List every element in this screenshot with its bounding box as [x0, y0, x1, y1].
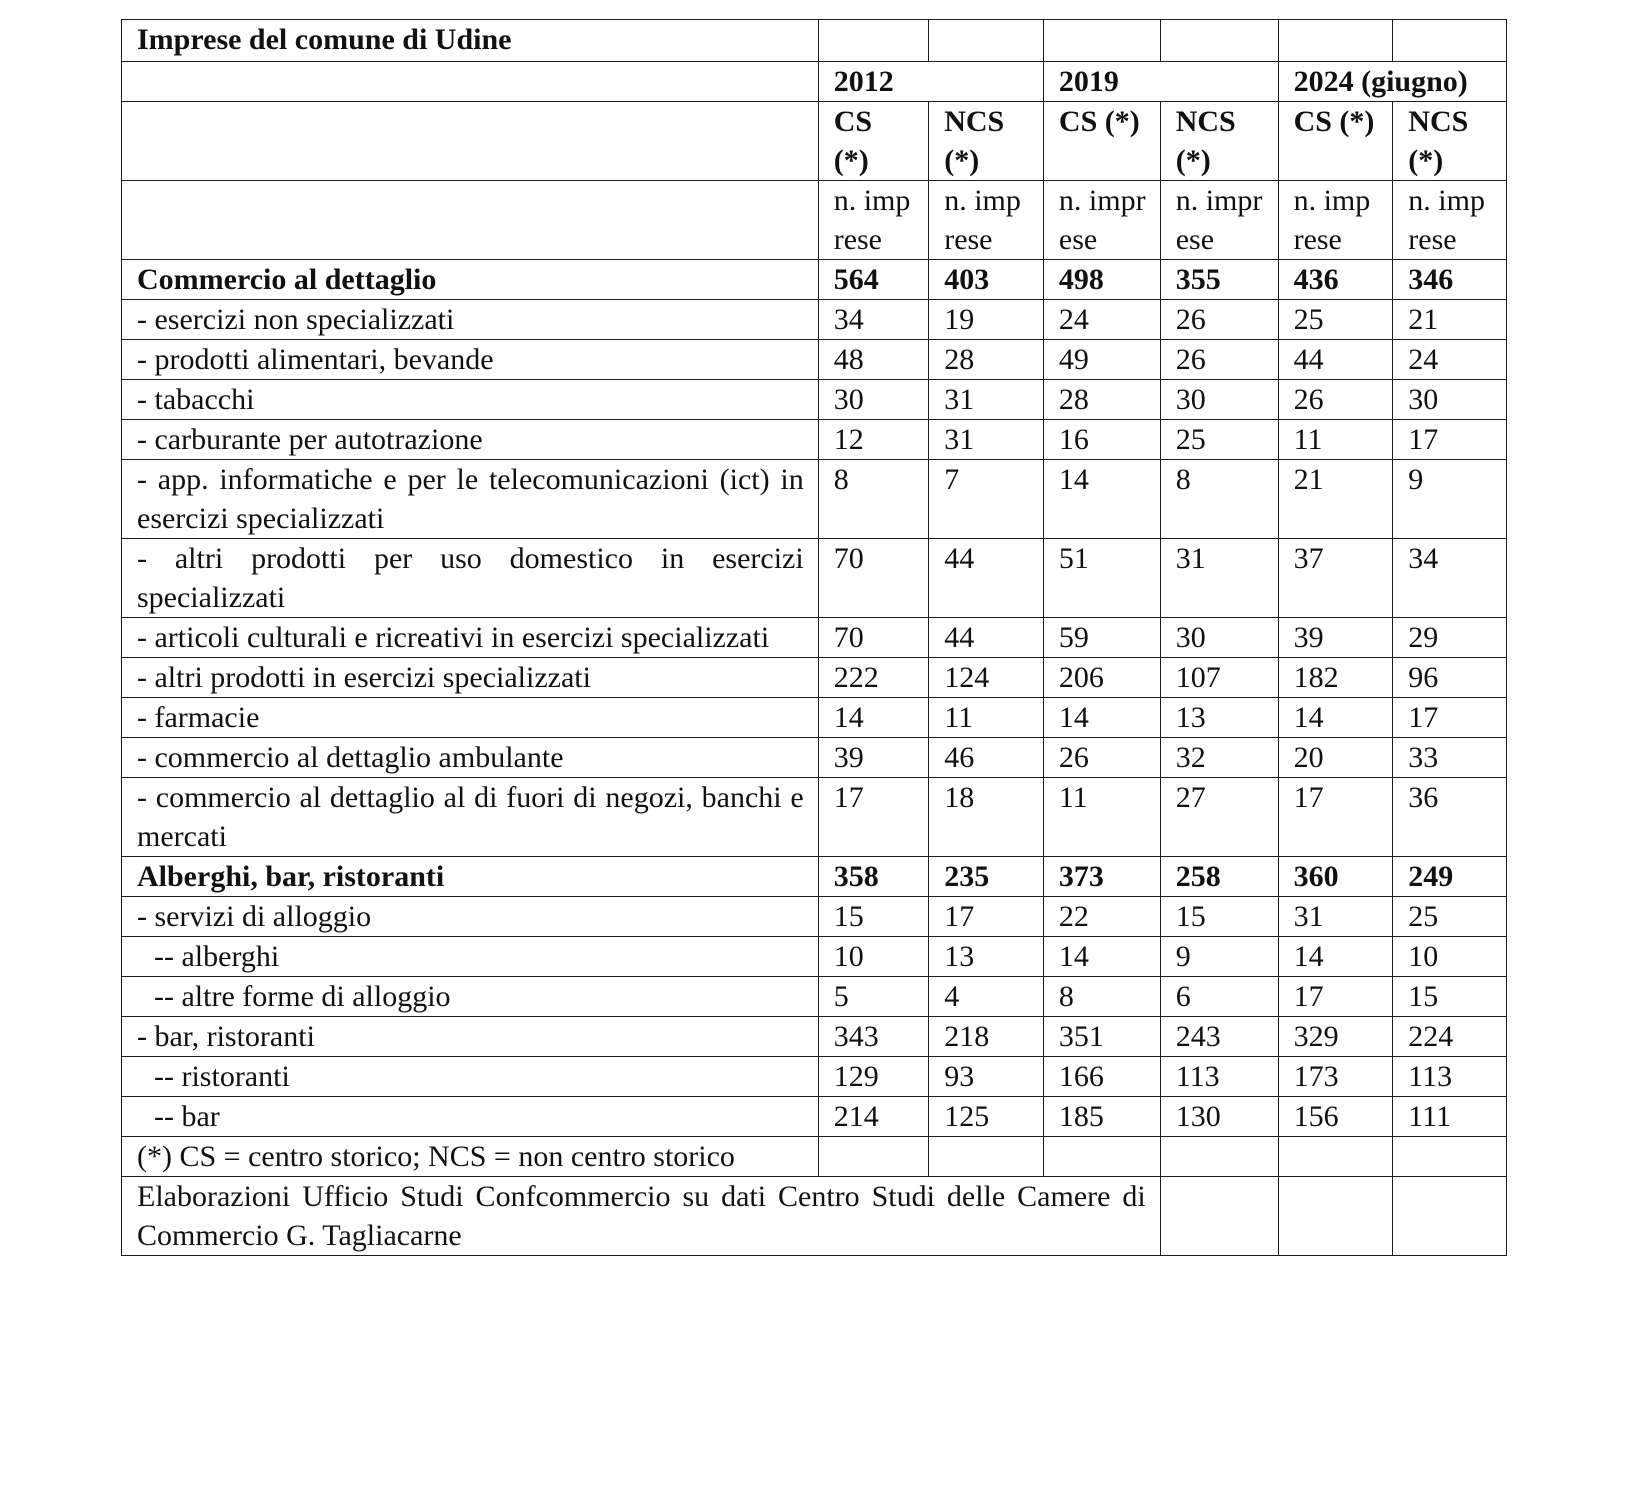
- unit-header: n. imprese: [1278, 181, 1393, 260]
- cell-value: 30: [1393, 380, 1507, 420]
- cell-value: 93: [929, 1057, 1044, 1097]
- unit-header-row: [122, 181, 1507, 260]
- table-row: [122, 1017, 1507, 1057]
- cell-value: 17: [1393, 698, 1507, 738]
- cell-value: 21: [1278, 460, 1393, 539]
- cell-value: 8: [818, 460, 929, 539]
- cell-value: 360: [1278, 857, 1393, 897]
- cell-value: 373: [1043, 857, 1160, 897]
- enterprises-table: [121, 19, 1507, 1256]
- cell-value: 8: [1160, 460, 1278, 539]
- cell-value: 129: [818, 1057, 929, 1097]
- table-row: [122, 857, 1507, 897]
- table-row: [122, 618, 1507, 658]
- cell-value: 37: [1278, 539, 1393, 618]
- table-row: [122, 1097, 1507, 1137]
- cell-value: 17: [818, 778, 929, 857]
- row-label: - servizi di alloggio: [122, 897, 819, 937]
- cell-value: 351: [1043, 1017, 1160, 1057]
- table-row: [122, 420, 1507, 460]
- cell-value: 32: [1160, 738, 1278, 778]
- cell-value: 346: [1393, 260, 1507, 300]
- cell-value: 33: [1393, 738, 1507, 778]
- cell-value: 113: [1393, 1057, 1507, 1097]
- area-header: CS (*): [1278, 102, 1393, 181]
- table-row: [122, 539, 1507, 618]
- cell-value: 11: [1043, 778, 1160, 857]
- unit-header: n. imprese: [1043, 181, 1160, 260]
- cell-value: 48: [818, 340, 929, 380]
- cell-value: 20: [1278, 738, 1393, 778]
- cell-value: 166: [1043, 1057, 1160, 1097]
- row-label: -- bar: [122, 1097, 819, 1137]
- cell-value: 185: [1043, 1097, 1160, 1137]
- cell-value: 31: [1160, 539, 1278, 618]
- year-header: 2012: [818, 62, 1043, 102]
- row-label: - farmacie: [122, 698, 819, 738]
- area-header-row: [122, 102, 1507, 181]
- cell-value: 498: [1043, 260, 1160, 300]
- cell-value: 6: [1160, 977, 1278, 1017]
- cell-value: 249: [1393, 857, 1507, 897]
- area-header: CS (*): [1043, 102, 1160, 181]
- row-label: - altri prodotti in esercizi specializzati: [122, 658, 819, 698]
- cell-value: 15: [818, 897, 929, 937]
- cell-value: 27: [1160, 778, 1278, 857]
- table-row: [122, 1057, 1507, 1097]
- table-note: (*) CS = centro storico; NCS = non centro storico: [122, 1137, 819, 1177]
- cell-value: 16: [1043, 420, 1160, 460]
- cell-value: 30: [818, 380, 929, 420]
- cell-value: 25: [1160, 420, 1278, 460]
- cell-value: 26: [1160, 340, 1278, 380]
- cell-value: 14: [1043, 937, 1160, 977]
- cell-value: 31: [1278, 897, 1393, 937]
- row-label: - tabacchi: [122, 380, 819, 420]
- cell-value: 17: [1393, 420, 1507, 460]
- cell-value: 358: [818, 857, 929, 897]
- note-row: [122, 1137, 1507, 1177]
- unit-header: n. imprese: [1160, 181, 1278, 260]
- row-label: -- alberghi: [122, 937, 819, 977]
- cell-value: 111: [1393, 1097, 1507, 1137]
- cell-value: 13: [929, 937, 1044, 977]
- cell-value: 25: [1393, 897, 1507, 937]
- cell-value: 21: [1393, 300, 1507, 340]
- table-row: [122, 897, 1507, 937]
- cell-value: 11: [929, 698, 1044, 738]
- cell-value: 15: [1393, 977, 1507, 1017]
- cell-value: 19: [929, 300, 1044, 340]
- table-row: [122, 778, 1507, 857]
- title-row: [122, 20, 1507, 62]
- cell-value: 26: [1278, 380, 1393, 420]
- cell-value: 130: [1160, 1097, 1278, 1137]
- year-header: 2024 (giugno): [1278, 62, 1506, 102]
- table-row: [122, 977, 1507, 1017]
- cell-value: 39: [1278, 618, 1393, 658]
- cell-value: 11: [1278, 420, 1393, 460]
- cell-value: 124: [929, 658, 1044, 698]
- cell-value: 14: [1278, 937, 1393, 977]
- cell-value: 12: [818, 420, 929, 460]
- table-row: [122, 937, 1507, 977]
- cell-value: 26: [1043, 738, 1160, 778]
- cell-value: 125: [929, 1097, 1044, 1137]
- cell-value: 14: [818, 698, 929, 738]
- area-header: CS (*): [818, 102, 929, 181]
- cell-value: 29: [1393, 618, 1507, 658]
- row-label: -- ristoranti: [122, 1057, 819, 1097]
- cell-value: 44: [929, 539, 1044, 618]
- cell-value: 258: [1160, 857, 1278, 897]
- table-row: [122, 340, 1507, 380]
- table-row: [122, 380, 1507, 420]
- table-row: [122, 300, 1507, 340]
- row-label: Commercio al dettaglio: [122, 260, 819, 300]
- cell-value: 355: [1160, 260, 1278, 300]
- cell-value: 44: [929, 618, 1044, 658]
- row-label: - carburante per autotrazione: [122, 420, 819, 460]
- row-label: -- altre forme di alloggio: [122, 977, 819, 1017]
- cell-value: 214: [818, 1097, 929, 1137]
- cell-value: 436: [1278, 260, 1393, 300]
- cell-value: 13: [1160, 698, 1278, 738]
- cell-value: 28: [1043, 380, 1160, 420]
- area-header: NCS (*): [1160, 102, 1278, 181]
- table-row: [122, 738, 1507, 778]
- table-row: [122, 260, 1507, 300]
- unit-header: n. imprese: [1393, 181, 1507, 260]
- cell-value: 14: [1043, 698, 1160, 738]
- cell-value: 34: [1393, 539, 1507, 618]
- row-label: - commercio al dettaglio al di fuori di negozi, banchi e mercati: [122, 778, 819, 857]
- cell-value: 9: [1160, 937, 1278, 977]
- cell-value: 17: [929, 897, 1044, 937]
- cell-value: 224: [1393, 1017, 1507, 1057]
- row-label: - app. informatiche e per le telecomunicazioni (ict) in esercizi specializzati: [122, 460, 819, 539]
- cell-value: 14: [1043, 460, 1160, 539]
- cell-value: 10: [1393, 937, 1507, 977]
- cell-value: 17: [1278, 778, 1393, 857]
- cell-value: 218: [929, 1017, 1044, 1057]
- table-source: Elaborazioni Ufficio Studi Confcommercio su dati Centro Studi delle Camere di Commercio G. Tagliacarne: [122, 1177, 1161, 1256]
- cell-value: 24: [1393, 340, 1507, 380]
- area-header: NCS (*): [1393, 102, 1507, 181]
- cell-value: 24: [1043, 300, 1160, 340]
- table-title: Imprese del comune di Udine: [122, 20, 819, 62]
- table-row: [122, 658, 1507, 698]
- cell-value: 243: [1160, 1017, 1278, 1057]
- cell-value: 49: [1043, 340, 1160, 380]
- row-label: Alberghi, bar, ristoranti: [122, 857, 819, 897]
- cell-value: 26: [1160, 300, 1278, 340]
- cell-value: 22: [1043, 897, 1160, 937]
- row-label: - esercizi non specializzati: [122, 300, 819, 340]
- unit-header: n. imprese: [929, 181, 1044, 260]
- cell-value: 30: [1160, 618, 1278, 658]
- table-row: [122, 460, 1507, 539]
- cell-value: 564: [818, 260, 929, 300]
- row-label: - altri prodotti per uso domestico in esercizi specializzati: [122, 539, 819, 618]
- cell-value: 70: [818, 618, 929, 658]
- cell-value: 70: [818, 539, 929, 618]
- cell-value: 235: [929, 857, 1044, 897]
- cell-value: 14: [1278, 698, 1393, 738]
- cell-value: 30: [1160, 380, 1278, 420]
- cell-value: 31: [929, 380, 1044, 420]
- table-row: [122, 698, 1507, 738]
- cell-value: 403: [929, 260, 1044, 300]
- year-header-row: [122, 62, 1507, 102]
- cell-value: 9: [1393, 460, 1507, 539]
- area-header: NCS (*): [929, 102, 1044, 181]
- cell-value: 46: [929, 738, 1044, 778]
- cell-value: 28: [929, 340, 1044, 380]
- unit-header: n. imprese: [818, 181, 929, 260]
- cell-value: 7: [929, 460, 1044, 539]
- cell-value: 18: [929, 778, 1044, 857]
- cell-value: 96: [1393, 658, 1507, 698]
- year-header: 2019: [1043, 62, 1278, 102]
- cell-value: 8: [1043, 977, 1160, 1017]
- cell-value: 44: [1278, 340, 1393, 380]
- cell-value: 107: [1160, 658, 1278, 698]
- source-row: [122, 1177, 1507, 1256]
- cell-value: 17: [1278, 977, 1393, 1017]
- cell-value: 36: [1393, 778, 1507, 857]
- cell-value: 4: [929, 977, 1044, 1017]
- row-label: - articoli culturali e ricreativi in esercizi specializzati: [122, 618, 819, 658]
- cell-value: 51: [1043, 539, 1160, 618]
- row-label: - commercio al dettaglio ambulante: [122, 738, 819, 778]
- cell-value: 39: [818, 738, 929, 778]
- cell-value: 34: [818, 300, 929, 340]
- cell-value: 15: [1160, 897, 1278, 937]
- cell-value: 113: [1160, 1057, 1278, 1097]
- cell-value: 25: [1278, 300, 1393, 340]
- cell-value: 5: [818, 977, 929, 1017]
- cell-value: 329: [1278, 1017, 1393, 1057]
- row-label: - bar, ristoranti: [122, 1017, 819, 1057]
- cell-value: 343: [818, 1017, 929, 1057]
- cell-value: 206: [1043, 658, 1160, 698]
- row-label: - prodotti alimentari, bevande: [122, 340, 819, 380]
- cell-value: 173: [1278, 1057, 1393, 1097]
- cell-value: 10: [818, 937, 929, 977]
- cell-value: 156: [1278, 1097, 1393, 1137]
- cell-value: 31: [929, 420, 1044, 460]
- cell-value: 182: [1278, 658, 1393, 698]
- cell-value: 59: [1043, 618, 1160, 658]
- cell-value: 222: [818, 658, 929, 698]
